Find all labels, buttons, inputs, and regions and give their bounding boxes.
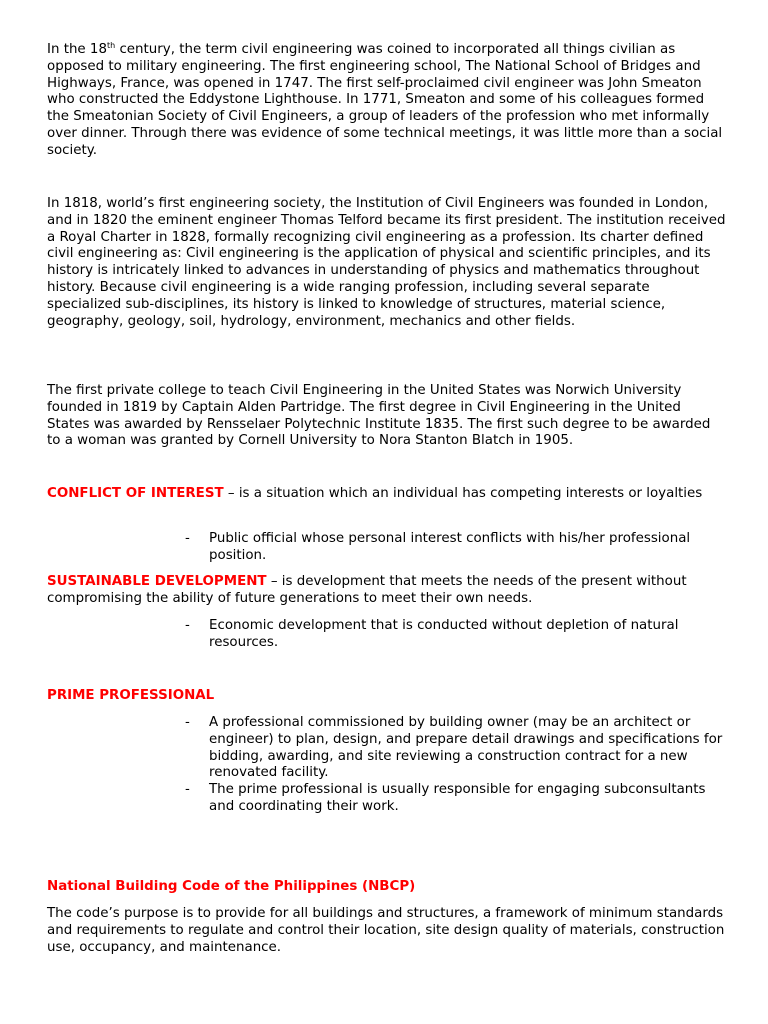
nbcp-paragraph: The code’s purpose is to provide for all buildings and structures, a framework of minimum standards and requirements to regulate and control their location, site design quality of materials, construction use, occupancy, and maintenance.: [47, 906, 725, 955]
sustainable-development-definition: [47, 574, 727, 608]
list-item: [185, 531, 730, 565]
bullet-text: The prime professional is usually responsible for engaging subconsultants and coordinating their work.: [209, 782, 706, 814]
list-item: [185, 618, 730, 652]
bullet-text: Public official whose personal interest conflicts with his/her professional position.: [209, 531, 691, 563]
bullet-text: A professional commissioned by building owner (may be an architect or engineer) to plan, design, and prepare detail drawings and specifications for bidding, awarding, and site reviewing a construction contract for a new renovated facility.: [209, 715, 723, 781]
ordinal-superscript: th: [106, 41, 116, 50]
bullet-text: Economic development that is conducted without depletion of natural resources.: [209, 618, 679, 650]
conflict-of-interest-text: – is a situation which an individual has competing interests or loyalties: [223, 486, 703, 501]
prime-professional-heading: PRIME PROFESSIONAL: [47, 688, 215, 703]
sustainable-bullet-list: [185, 618, 730, 652]
bullet-dash: -: [185, 782, 190, 798]
p1-text-rest: century, the term civil engineering was coined to incorporated all things civilian as opposed to military engineering. The first engineering school, The National School of Bridges and Highways, France, was opened in 1747. The first self-proclaimed civil engineer was John Smeaton who constructed the Eddystone Lighthouse. In 1771, Smeaton and some of his colleagues formed the Smeatonian Society of Civil Engineers, a group of leaders of the profession who met informally over dinner. Through there was evidence of some technical meetings, it was little more than a social society.: [47, 42, 723, 158]
sustainable-development-text: – is development that meets the needs of the present without compromising the ability of future generations to meet their own needs.: [47, 574, 687, 606]
conflict-bullet-list: [185, 531, 730, 565]
list-item: [185, 715, 730, 782]
list-item: [185, 782, 730, 816]
intro-paragraph-3: The first private college to teach Civil Engineering in the United States was Norwich University founded in 1819 by Captain Alden Partridge. The first degree in Civil Engineering in the United States was awarded by Rensselaer Polytechnic Institute 1835. The first such degree to be awarded to a woman was granted by Cornell University to Nora Stanton Blatch in 1905.: [47, 383, 711, 449]
sustainable-development-term: SUSTAINABLE DEVELOPMENT: [47, 574, 267, 589]
bullet-dash: -: [185, 618, 190, 633]
conflict-of-interest-definition: [47, 486, 727, 503]
conflict-of-interest-term: CONFLICT OF INTEREST: [47, 486, 224, 501]
bullet-dash: -: [185, 715, 190, 730]
bullet-dash: -: [185, 531, 190, 546]
intro-paragraph-2: In 1818, world’s first engineering society, the Institution of Civil Engineers was founded in London, and in 1820 the eminent engineer Thomas Telford became its first president. The institution received a Royal Charter in 1828, formally recognizing civil engineering as a profession. Its charter defined civil engineering as: Civil engineering is the application of physical and scientific principles, and its history is intricately linked to advances in understanding of physics and mathematics throughout history. Because civil engineering is a wide ranging profession, including several separate specialized sub-disciplines, its history is linked to knowledge of structures, material science, geography, geology, soil, hydrology, environment, mechanics and other fields.: [47, 196, 726, 329]
nbcp-heading: National Building Code of the Philippines (NBCP): [47, 879, 416, 894]
p1-text-start: In the 18: [47, 42, 107, 57]
prime-bullet-list: [185, 715, 730, 816]
intro-paragraph-1: [47, 42, 727, 160]
